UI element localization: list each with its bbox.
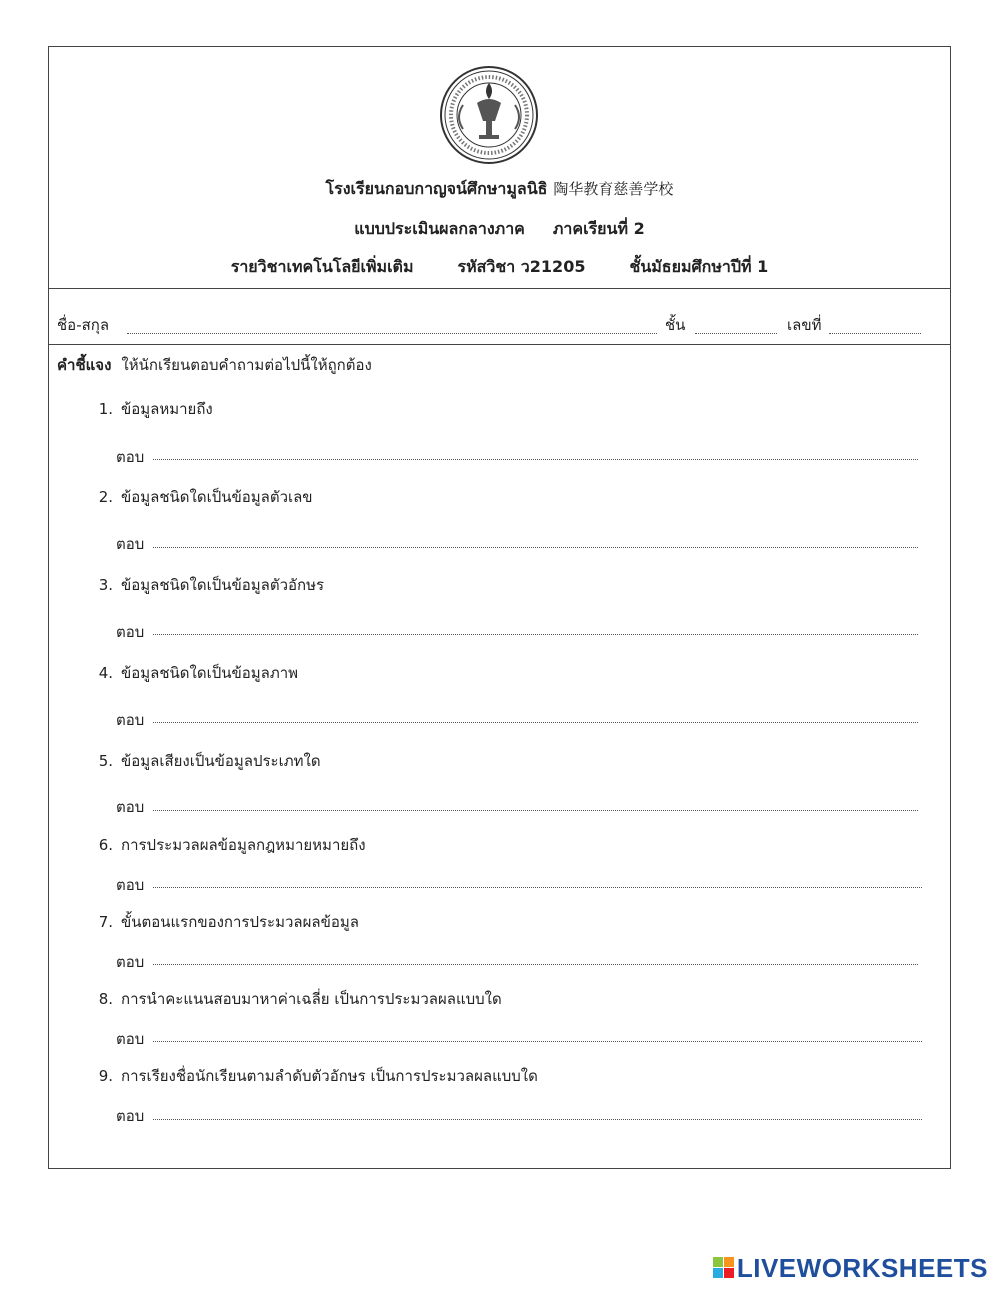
question-text: การนำคะแนนสอบมาหาค่าเฉลี่ย เป็นการประมวลผลแบบใด — [121, 990, 502, 1008]
answer-field[interactable] — [153, 964, 918, 965]
school-emblem-icon — [439, 65, 539, 165]
question-number: 5. — [98, 752, 113, 770]
question-number: 6. — [98, 836, 113, 854]
instructions-label: คำชี้แจง — [57, 356, 112, 374]
answer-field[interactable] — [153, 722, 918, 723]
worksheet-header — [49, 47, 950, 289]
question-item — [83, 910, 359, 934]
question-item — [83, 833, 366, 857]
answer-field[interactable] — [153, 887, 922, 888]
question-item — [83, 749, 321, 773]
name-field[interactable] — [127, 333, 657, 334]
answer-label: ตอบ — [116, 535, 145, 553]
question-number: 1. — [98, 400, 113, 418]
question-number: 3. — [98, 576, 113, 594]
question-number: 4. — [98, 664, 113, 682]
school-name-chinese: 陶华教育慈善学校 — [553, 180, 674, 198]
question-item — [83, 987, 502, 1011]
answer-field[interactable] — [153, 547, 918, 548]
number-label: เลขที่ — [787, 316, 822, 334]
exam-title-line — [49, 217, 950, 242]
brand-text: LIVEWORKSHEETS — [736, 1253, 988, 1283]
question-item — [83, 1064, 538, 1088]
question-text: ข้อมูลเสียงเป็นข้อมูลประเภทใด — [121, 752, 321, 770]
answer-label: ตอบ — [116, 623, 145, 641]
question-item — [83, 661, 298, 685]
answer-label: ตอบ — [116, 711, 145, 729]
instructions-text: ให้นักเรียนตอบคำถามต่อไปนี้ให้ถูกต้อง — [121, 356, 372, 374]
question-item — [83, 397, 213, 421]
answer-field[interactable] — [153, 1041, 922, 1042]
answer-label: ตอบ — [116, 953, 145, 971]
instructions — [57, 353, 372, 377]
question-item — [83, 573, 324, 597]
subject-code: รหัสวิชา ว21205 — [457, 257, 586, 276]
answer-label: ตอบ — [116, 1030, 145, 1048]
answer-label: ตอบ — [116, 1107, 145, 1125]
question-number: 7. — [98, 913, 113, 931]
student-info-row — [49, 288, 950, 345]
worksheet — [48, 46, 951, 1169]
question-text: ข้อมูลหมายถึง — [121, 400, 213, 418]
liveworksheets-brand[interactable] — [713, 1253, 988, 1284]
answer-label: ตอบ — [116, 448, 145, 466]
question-number: 2. — [98, 488, 113, 506]
answer-field[interactable] — [153, 459, 918, 460]
subject-name: รายวิชาเทคโนโลยีเพิ่มเติม — [230, 257, 414, 276]
question-text: ขั้นตอนแรกของการประมวลผลข้อมูล — [121, 913, 359, 931]
question-number: 9. — [98, 1067, 113, 1085]
question-number: 8. — [98, 990, 113, 1008]
answer-field[interactable] — [153, 634, 918, 635]
name-label: ชื่อ-สกุล — [57, 316, 110, 334]
answer-field[interactable] — [153, 1119, 922, 1120]
school-name-line — [49, 177, 950, 202]
number-field[interactable] — [829, 333, 921, 334]
question-text: การเรียงชื่อนักเรียนตามลำดับตัวอักษร เป็นการประมวลผลแบบใด — [121, 1067, 538, 1085]
answer-field[interactable] — [153, 810, 918, 811]
class-label: ชั้น — [665, 316, 686, 334]
exam-title: แบบประเมินผลกลางภาค — [354, 219, 525, 238]
grade-level: ชั้นมัธยมศึกษาปีที่ 1 — [629, 257, 769, 276]
answer-label: ตอบ — [116, 876, 145, 894]
answer-label: ตอบ — [116, 798, 145, 816]
question-text: ข้อมูลชนิดใดเป็นข้อมูลตัวเลข — [121, 488, 313, 506]
semester-label: ภาคเรียนที่ 2 — [552, 219, 645, 238]
liveworksheets-logo-icon — [713, 1257, 735, 1279]
class-field[interactable] — [695, 333, 777, 334]
school-name-thai: โรงเรียนกอบกาญจน์ศึกษามูลนิธิ — [325, 179, 548, 198]
subject-line — [49, 255, 950, 280]
question-text: ข้อมูลชนิดใดเป็นข้อมูลภาพ — [121, 664, 299, 682]
question-text: ข้อมูลชนิดใดเป็นข้อมูลตัวอักษร — [121, 576, 325, 594]
question-text: การประมวลผลข้อมูลกฎหมายหมายถึง — [121, 836, 366, 854]
question-item — [83, 485, 313, 509]
